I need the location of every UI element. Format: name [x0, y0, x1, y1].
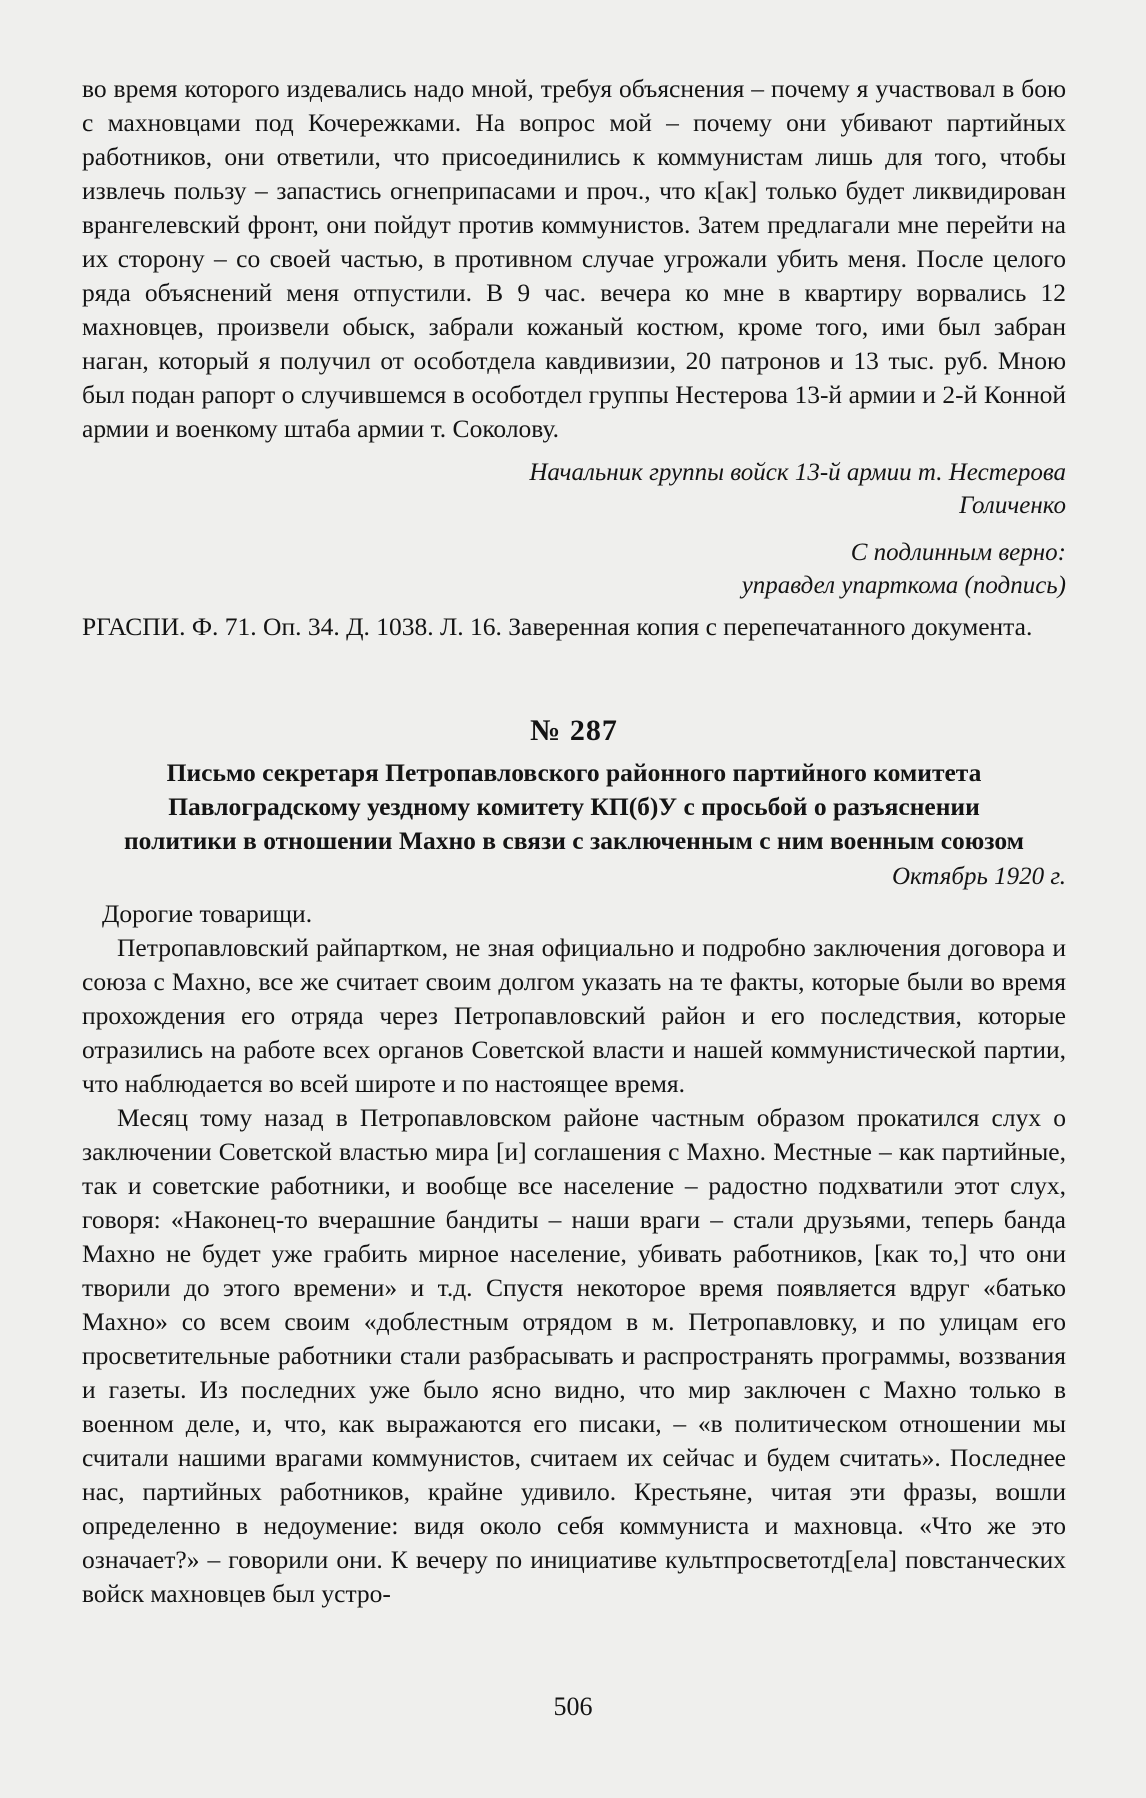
letter-paragraph: Месяц тому назад в Петропавловском районе частным образом прокатился слух о заключении Советской властью мира [и] соглашения с Махно. Местные – как партийные, так и советские работники, и вообще все население – радостно подхватили этот слух, говоря: «Наконец-то вчерашние бандиты – наши враги – стали друзьями, теперь банда Махно не будет уже грабить мирное население, убивать работников, [как то,] что они творили до этого времени» и т.д. Спустя некоторое время появляется вдруг «батько Махно» со всем своим «доблестным отрядом в м. Петропавловку, и по улицам его просветительные работники стали разбрасывать и распространять программы, воззвания и газеты. Из последних уже было ясно видно, что мир заключен с Махно только в военном деле, и, что, как выражаются его писаки, – «в политическом отношении мы считали нашими врагами коммунистов, считаем их сейчас и будем считать». Последнее нас, партийных работников, крайне удивило. Крестьяне, читая эти фразы, вошли определенно в недоумение: видя около себя коммуниста и махновца. «Что же это означает?» – говорили они. К вечеру по инициативе культпросветотд[ела] повстанческих войск махновцев был устро- — [82, 1103, 1066, 1608]
letter-greeting: Дорогие товарищи. — [102, 899, 313, 928]
certification-block — [82, 536, 1066, 602]
document-number: № 287 — [530, 714, 618, 747]
document-date: Октябрь 1920 г. — [891, 863, 1066, 890]
signature-position: Начальник группы войск 13-й армии т. Нестерова — [529, 459, 1066, 486]
signature-block — [82, 456, 1066, 522]
certification-line-2: управдел упарткома (подпись) — [741, 572, 1066, 599]
continuation-paragraph: во время которого издевались надо мной, требуя объяснения – почему я участвовал в бою с махновцами под Кочережками. На вопрос мой – почему они убивают партийных работников, они ответили, что присоединились к коммунистам лишь для того, чтобы извлечь пользу – запастись огнеприпасами и проч., что к[ак] только будет ликвидирован врангелевский фронт, они пойдут против коммунистов. Затем предлагали мне перейти на их сторону – со своей частью, в противном случае угрожали убить меня. После целого ряда объяснений меня отпустили. В 9 час. вечера ко мне в квартиру ворвались 12 махновцев, произвели обыск, забрали кожаный костюм, кроме того, ими был забран наган, который я получил от особотдела кавдивизии, 20 патронов и 13 тыс. руб. Мною был подан рапорт о случившемся в особотдел группы Нестерова 13-й армии и 2-й Конной армии и военкому штаба армии т. Соколову. — [82, 74, 1066, 443]
page-number: 506 — [553, 1692, 593, 1721]
archive-source-note: РГАСПИ. Ф. 71. Оп. 34. Д. 1038. Л. 16. Заверенная копия с перепечатанного документа. — [82, 612, 1033, 641]
signature-name: Голиченко — [959, 492, 1066, 519]
letter-paragraph: Петропавловский райпартком, не зная официально и подробно заключения договора и союза с Махно, все же считает своим долгом указать на те факты, которые были во время прохождения его отряда через Петропавловский район и его последствия, которые отразились на работе всех органов Советской власти и нашей коммунистической партии, что наблюдается во всей широте и по настоящее время. — [82, 933, 1066, 1098]
document-title: Письмо секретаря Петропавловского районного партийного комитета Павлоградскому уездному комитету КП(б)У с просьбой о разъяснении политики в отношении Махно в связи с заключенным с ним военным союзом — [123, 758, 1025, 855]
certification-line-1: С подлинным верно: — [850, 539, 1066, 566]
